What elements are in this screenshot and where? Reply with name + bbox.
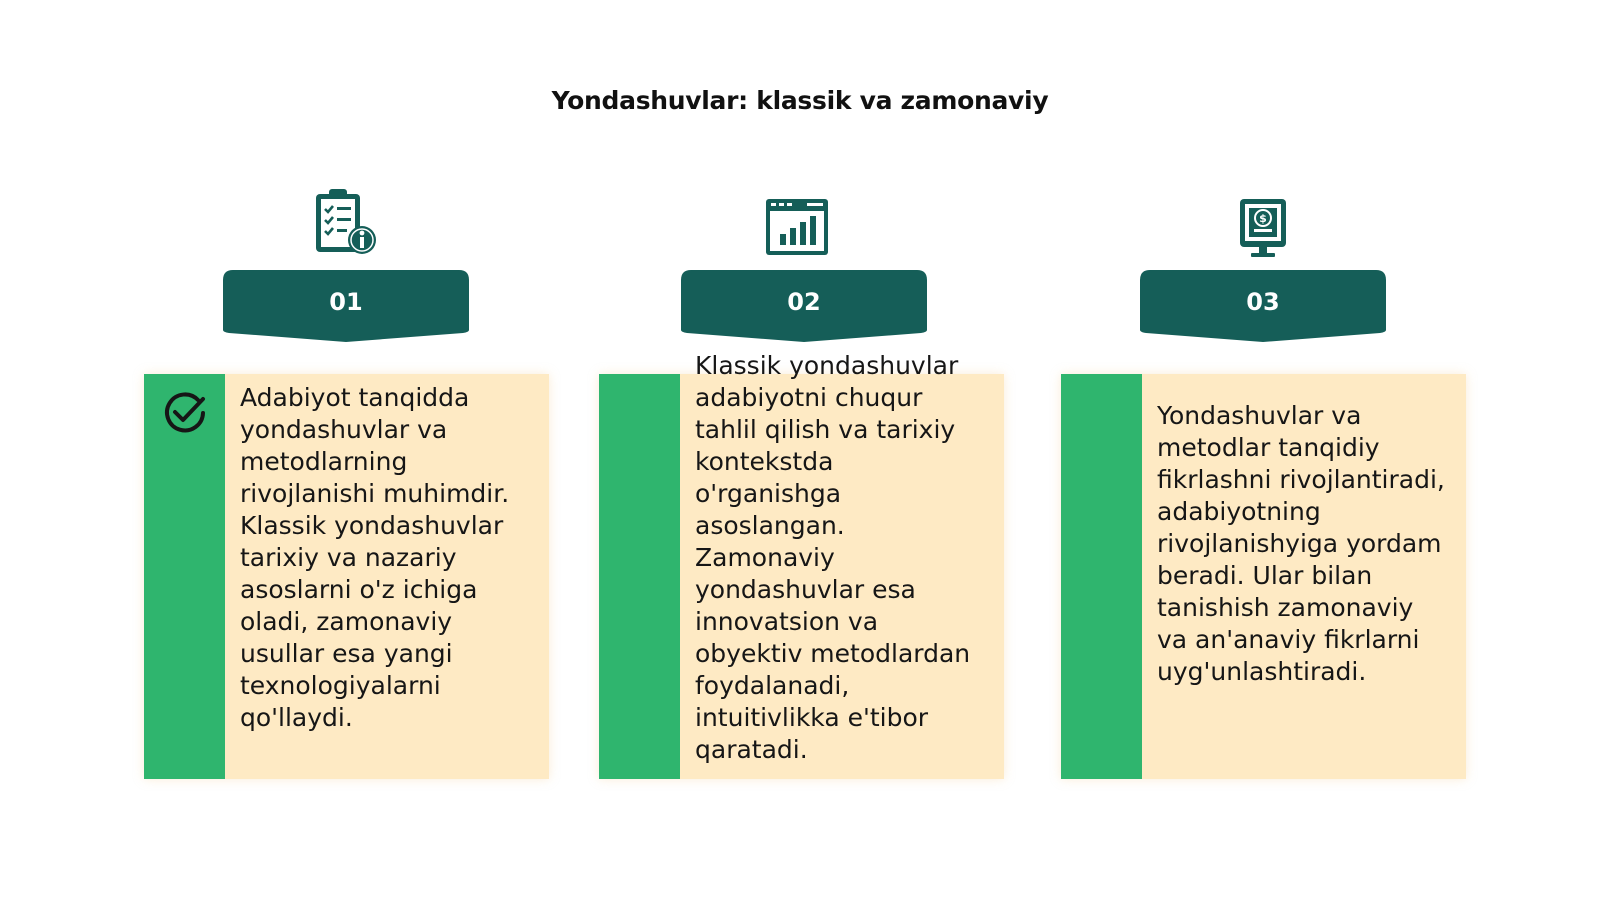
- page-title: Yondashuvlar: klassik va zamonaviy: [551, 86, 1049, 115]
- card-stripe: [1061, 374, 1142, 779]
- step-badge-03: [1140, 270, 1386, 344]
- step-number: 02: [787, 288, 821, 316]
- clipboard-checklist-info-icon: [310, 188, 380, 258]
- content-card-02: [599, 351, 1004, 779]
- step-number: 03: [1246, 288, 1280, 316]
- card-text: Klassik yondashuvlar adabiyotni chuqur tahlil qilish va tarixiy kontekstda o'rganishga asoslangan. Zamonaviy yondashuvlar esa innovatsion va obyektiv metodlardan foydalanadi, intuitivlikka e'tibor qaratadi.: [695, 351, 971, 764]
- check-circle-icon: [162, 390, 208, 436]
- content-card-03: [1061, 374, 1466, 779]
- step-number: 01: [329, 288, 363, 316]
- content-card-01: [144, 374, 549, 779]
- step-badge-02: [681, 270, 927, 344]
- card-text: Adabiyot tanqidda yondashuvlar va metodlarning rivojlanishi muhimdir. Klassik yondashuvlar tarixiy va nazariy asoslarni o'z ichiga oladi, zamonaviy usullar esa yangi texnologiyalarni qo'llaydi.: [240, 383, 510, 732]
- svg-text:$: $: [1259, 212, 1267, 225]
- card-text: Yondashuvlar va metodlar tanqidiy fikrlashni rivojlantiradi, adabiyotning rivojlanishyiga yordam beradi. Ular bilan tanishish zamonaviy va an'anaviy fikrlarni uyg'unlashtiradi.: [1157, 401, 1445, 686]
- card-stripe: [599, 374, 680, 779]
- step-badge-01: [223, 270, 469, 344]
- monitor-dollar-icon: [1238, 198, 1288, 258]
- browser-bar-chart-icon: [765, 198, 829, 256]
